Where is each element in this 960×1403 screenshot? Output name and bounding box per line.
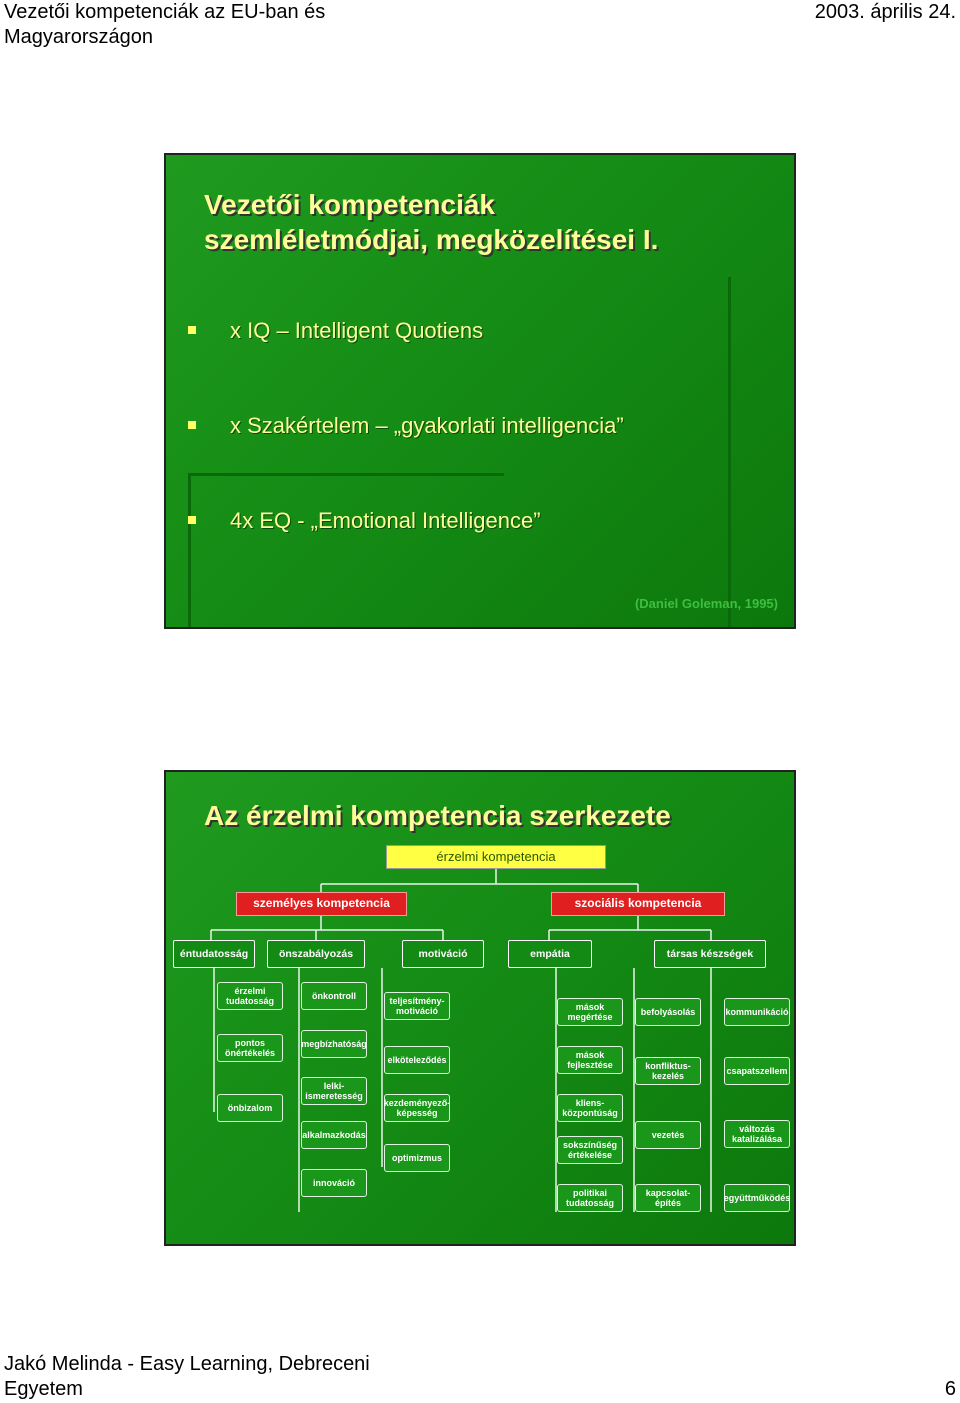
node-leaf: befolyásolás (635, 998, 701, 1026)
author-credit: Jakó Melinda - Easy Learning, Debreceni Egyetem (4, 1353, 370, 1400)
square-bullet-icon (188, 421, 196, 429)
slide-title-line-1: Vezetői kompetenciák (204, 189, 496, 220)
node-leaf: lelki-ismeretesség (301, 1077, 367, 1105)
slide-emotional-competence-structure (164, 770, 796, 1246)
node-leaf: önbizalom (217, 1094, 283, 1122)
node-leaf: konfliktus-kezelés (635, 1057, 701, 1085)
bullet-item (188, 316, 778, 346)
node-leaf: sokszínűség értékelése (557, 1136, 623, 1164)
node-leaf: mások megértése (557, 998, 623, 1026)
node-category-entudatossag: éntudatosság (173, 940, 255, 968)
node-category-onszabalyozas: önszabályozás (267, 940, 365, 968)
decor-line (188, 473, 191, 629)
node-leaf: kapcsolat-építés (635, 1184, 701, 1212)
node-leaf: kommunikáció (724, 998, 790, 1026)
node-leaf: változás katalizálása (724, 1120, 790, 1148)
node-leaf: kezdeményező-képesség (384, 1094, 450, 1122)
square-bullet-icon (188, 516, 196, 524)
citation: (Daniel Goleman, 1995) (634, 596, 778, 611)
slide-title-line-2: szemléletmódjai, megközelítései I. (204, 224, 659, 255)
slide-title (204, 187, 784, 257)
node-leaf: mások fejlesztése (557, 1046, 623, 1074)
node-leaf: innováció (301, 1169, 367, 1197)
node-leaf: alkalmazkodás (301, 1121, 367, 1149)
node-leaf: vezetés (635, 1121, 701, 1149)
node-leaf: megbízhatóság (301, 1030, 367, 1058)
node-leaf: optimizmus (384, 1144, 450, 1172)
bullet-text: 4x EQ - „Emotional Intelligence” (230, 508, 541, 533)
document-title: Vezetői kompetenciák az EU-ban és Magyarországon (4, 1, 326, 48)
node-leaf: elköteleződés (384, 1046, 450, 1074)
page-number: 6 (944, 1378, 956, 1400)
node-leaf: együttműködés (724, 1184, 790, 1212)
node-leaf: kliens-központúság (557, 1094, 623, 1122)
node-branch-personal: személyes kompetencia (236, 892, 407, 916)
node-leaf: teljesítmény-motiváció (384, 992, 450, 1020)
bullet-text: x IQ – Intelligent Quotiens (230, 318, 484, 343)
decor-line (188, 473, 504, 476)
node-root: érzelmi kompetencia (386, 845, 606, 869)
slide-competency-approaches (164, 153, 796, 629)
document-date: 2003. április 24. (814, 1, 956, 23)
node-leaf: csapatszellem (724, 1057, 790, 1085)
node-leaf: önkontroll (301, 982, 367, 1010)
node-category-empatia: empátia (508, 940, 592, 968)
node-branch-social: szociális kompetencia (551, 892, 725, 916)
node-leaf: érzelmi tudatosság (217, 982, 283, 1010)
bullet-item (188, 411, 778, 441)
slide-title: Az érzelmi kompetencia szerkezete (204, 800, 671, 831)
node-leaf: politikai tudatosság (557, 1184, 623, 1212)
node-category-motivacio: motiváció (402, 940, 484, 968)
square-bullet-icon (188, 326, 196, 334)
bullet-text: x Szakértelem – „gyakorlati intelligencia” (230, 413, 624, 438)
node-category-tarsas-keszsegek: társas készségek (654, 940, 766, 968)
node-leaf: pontos önértékelés (217, 1034, 283, 1062)
bullet-item (188, 506, 778, 536)
